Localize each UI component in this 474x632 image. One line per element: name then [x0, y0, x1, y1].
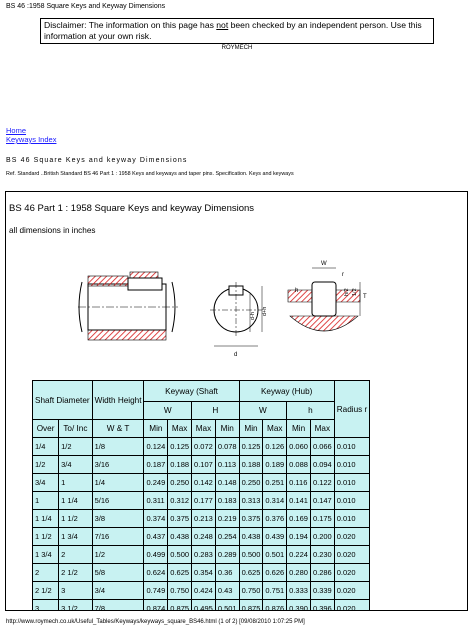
table-cell: 0.289: [215, 546, 239, 564]
shaft-end-view: [210, 282, 268, 358]
table-cell: 0.224: [287, 546, 311, 564]
table-cell: 0.010: [334, 456, 370, 474]
header-min: Min: [239, 420, 263, 438]
header-max: Max: [310, 420, 334, 438]
label-half: 1/2: [352, 288, 358, 296]
table-cell: 0.625: [168, 564, 192, 582]
table-cell: 0.213: [192, 510, 216, 528]
table-cell: 0.177: [192, 492, 216, 510]
table-cell: 0.183: [215, 492, 239, 510]
table-cell: 1/8: [92, 438, 144, 456]
table-cell: 0.188: [168, 456, 192, 474]
table-cell: 3 1/2: [59, 600, 92, 612]
print-header: BS 46 :1958 Square Keys and Keyway Dimensions: [6, 3, 166, 10]
table-cell: 0.251: [263, 474, 287, 492]
table-cell: 0.113: [215, 456, 239, 474]
table-cell: 0.125: [168, 438, 192, 456]
table-cell: 0.438: [239, 528, 263, 546]
table-cell: 0.010: [334, 492, 370, 510]
table-cell: 0.010: [334, 438, 370, 456]
label-d: d: [234, 352, 238, 358]
label-h-half: h/2: [344, 288, 350, 296]
table-cell: 0.339: [310, 582, 334, 600]
table-cell: 5/8: [92, 564, 144, 582]
table-cell: 0.189: [263, 456, 287, 474]
table-cell: 1 1/2: [59, 510, 92, 528]
table-cell: 3/4: [92, 582, 144, 600]
table-cell: 1 1/2: [33, 528, 59, 546]
table-cell: 0.312: [168, 492, 192, 510]
table-cell: 1/2: [92, 546, 144, 564]
table-cell: 0.500: [239, 546, 263, 564]
table-cell: 0.020: [334, 564, 370, 582]
table-row: [33, 528, 370, 546]
table-cell: 0.439: [263, 528, 287, 546]
header-over: Over: [33, 420, 59, 438]
table-cell: 0.424: [192, 582, 216, 600]
header-max: Max: [192, 420, 216, 438]
table-cell: 0.624: [144, 564, 168, 582]
header-w-and-t: W & T: [92, 420, 144, 438]
table-header-row: [33, 420, 370, 438]
header-hub-w: W: [239, 402, 287, 420]
keyway-drawing: [74, 246, 374, 366]
table-cell: 0.094: [310, 456, 334, 474]
table-cell: 0.142: [192, 474, 216, 492]
table-cell: 3/4: [59, 456, 92, 474]
table-cell: 0.010: [334, 510, 370, 528]
table-cell: 0.283: [192, 546, 216, 564]
table-cell: 0.219: [215, 510, 239, 528]
table-cell: 0.500: [168, 546, 192, 564]
table-cell: 1 1/4: [33, 510, 59, 528]
table-cell: 0.188: [239, 456, 263, 474]
table-cell: 0.010: [334, 474, 370, 492]
disclaimer-text-end: been checked by an independent person. Use this information at your own risk.: [44, 20, 422, 41]
table-cell: 0.750: [168, 582, 192, 600]
table-cell: 0.286: [310, 564, 334, 582]
table-cell: 0.249: [144, 474, 168, 492]
table-cell: 0.875: [168, 600, 192, 612]
table-cell: 0.374: [144, 510, 168, 528]
disclaimer-emphasis: not: [216, 20, 229, 30]
header-max: Max: [168, 420, 192, 438]
keyways-index-link[interactable]: Keyways Index: [6, 135, 57, 144]
key-section-view: [288, 261, 367, 331]
disclaimer-box: [40, 18, 434, 44]
table-cell: 1 1/4: [59, 492, 92, 510]
table-cell: 0.250: [168, 474, 192, 492]
table-cell: 0.122: [310, 474, 334, 492]
table-row: [33, 600, 370, 612]
table-cell: 0.437: [144, 528, 168, 546]
table-cell: 0.200: [310, 528, 334, 546]
table-cell: 3: [59, 582, 92, 600]
brand-label: ROYMECH: [221, 45, 253, 51]
table-cell: 0.749: [144, 582, 168, 600]
panel-title: BS 46 Part 1 : 1958 Square Keys and keyway Dimensions: [9, 203, 255, 214]
label-r: r: [342, 272, 344, 278]
table-cell: 0.147: [310, 492, 334, 510]
reference-standard: Ref. Standard ..British Standard BS 46 Part 1 : 1958 Keys and keyways and taper pins. Specification. Keys and keyways: [6, 171, 294, 177]
table-cell: 0.194: [287, 528, 311, 546]
header-min: Min: [287, 420, 311, 438]
table-cell: 7/8: [92, 600, 144, 612]
table-cell: 0.107: [192, 456, 216, 474]
shaft-side-view: [78, 272, 178, 340]
label-h: h: [295, 288, 299, 294]
header-min: Min: [144, 420, 168, 438]
table-cell: 0.876: [263, 600, 287, 612]
table-cell: 0.148: [215, 474, 239, 492]
label-d-plus-h: d+h: [262, 306, 268, 316]
header-width-height: Width Height: [92, 381, 144, 420]
table-cell: 0.314: [263, 492, 287, 510]
table-cell: 0.501: [263, 546, 287, 564]
table-cell: 0.333: [287, 582, 311, 600]
label-w: W: [321, 261, 327, 267]
table-cell: 0.254: [215, 528, 239, 546]
table-cell: 1: [59, 474, 92, 492]
section-title: BS 46 Square Keys and keyway Dimensions: [6, 157, 188, 164]
units-note: all dimensions in inches: [9, 226, 96, 235]
home-link[interactable]: Home: [6, 126, 27, 135]
header-to-inc: To/ Inc: [59, 420, 92, 438]
table-cell: 0.187: [144, 456, 168, 474]
table-cell: 0.396: [310, 600, 334, 612]
table-cell: 0.390: [287, 600, 311, 612]
table-cell: 0.874: [144, 600, 168, 612]
table-cell: 2 1/2: [33, 582, 59, 600]
table-cell: 7/16: [92, 528, 144, 546]
table-row: [33, 456, 370, 474]
table-cell: 0.175: [310, 510, 334, 528]
table-cell: 0.36: [215, 564, 239, 582]
table-cell: 0.375: [168, 510, 192, 528]
table-cell: 0.875: [239, 600, 263, 612]
header-min: Min: [215, 420, 239, 438]
header-keyway-hub: Keyway (Hub): [239, 381, 334, 402]
table-cell: 0.376: [263, 510, 287, 528]
table-cell: 0.626: [263, 564, 287, 582]
table-row: [33, 582, 370, 600]
table-cell: 0.250: [239, 474, 263, 492]
table-cell: 0.020: [334, 582, 370, 600]
table-cell: 0.311: [144, 492, 168, 510]
table-row: [33, 438, 370, 456]
table-cell: 0.313: [239, 492, 263, 510]
header-shaft-diameter: Shaft Diameter: [33, 381, 93, 420]
table-cell: 1/4: [33, 438, 59, 456]
label-d-minus-h: d-h: [250, 312, 256, 320]
table-cell: 3/8: [92, 510, 144, 528]
table-cell: 3: [33, 600, 59, 612]
table-cell: 0.375: [239, 510, 263, 528]
table-cell: 2: [59, 546, 92, 564]
table-cell: 0.280: [287, 564, 311, 582]
content-panel: [5, 191, 468, 611]
table-cell: 0.751: [263, 582, 287, 600]
keyway-dimensions-table: [32, 380, 370, 611]
table-row: [33, 510, 370, 528]
table-row: [33, 492, 370, 510]
table-cell: 3/4: [33, 474, 59, 492]
nav-links: [6, 126, 56, 144]
table-row: [33, 564, 370, 582]
table-cell: 0.088: [287, 456, 311, 474]
header-max: Max: [263, 420, 287, 438]
table-cell: 0.625: [239, 564, 263, 582]
table-cell: 0.124: [144, 438, 168, 456]
table-cell: 2 1/2: [59, 564, 92, 582]
table-cell: 1/2: [59, 438, 92, 456]
header-shaft-h: H: [192, 402, 240, 420]
table-cell: 0.126: [263, 438, 287, 456]
disclaimer-text-start: Disclaimer: The information on this page has: [44, 20, 217, 30]
table-cell: 0.116: [287, 474, 311, 492]
table-cell: 0.020: [334, 528, 370, 546]
table-cell: 0.066: [310, 438, 334, 456]
table-cell: 1 3/4: [33, 546, 59, 564]
table-body: [33, 438, 370, 612]
table-cell: 0.230: [310, 546, 334, 564]
table-cell: 2: [33, 564, 59, 582]
table-row: [33, 546, 370, 564]
table-cell: 0.169: [287, 510, 311, 528]
table-header-row: [33, 381, 370, 402]
table-cell: 0.060: [287, 438, 311, 456]
table-cell: 1 3/4: [59, 528, 92, 546]
table-cell: 0.248: [192, 528, 216, 546]
header-hub-h: h: [287, 402, 335, 420]
table-cell: 0.078: [215, 438, 239, 456]
table-cell: 0.438: [168, 528, 192, 546]
table-cell: 0.499: [144, 546, 168, 564]
table-row: [33, 474, 370, 492]
table-cell: 1: [33, 492, 59, 510]
table-cell: 0.020: [334, 600, 370, 612]
table-cell: 0.501: [215, 600, 239, 612]
page-footer-url: http://www.roymech.co.uk/Useful_Tables/Keyways/keyways_square_BS46.html (1 of 2) [09/08/2010 1:07:25 PM]: [6, 619, 305, 625]
table-cell: 0.750: [239, 582, 263, 600]
header-keyway-shaft: Keyway (Shaft: [144, 381, 239, 402]
header-shaft-w: W: [144, 402, 192, 420]
label-t: T: [363, 294, 367, 300]
table-cell: 3/16: [92, 456, 144, 474]
table-cell: 0.141: [287, 492, 311, 510]
table-cell: 0.43: [215, 582, 239, 600]
table-cell: 0.354: [192, 564, 216, 582]
table-cell: 0.020: [334, 546, 370, 564]
table-cell: 1/4: [92, 474, 144, 492]
table-cell: 0.072: [192, 438, 216, 456]
table-cell: 1/2: [33, 456, 59, 474]
table-cell: 0.125: [239, 438, 263, 456]
table-cell: 5/16: [92, 492, 144, 510]
header-radius: Radius r: [334, 381, 370, 438]
table-cell: 0.495: [192, 600, 216, 612]
